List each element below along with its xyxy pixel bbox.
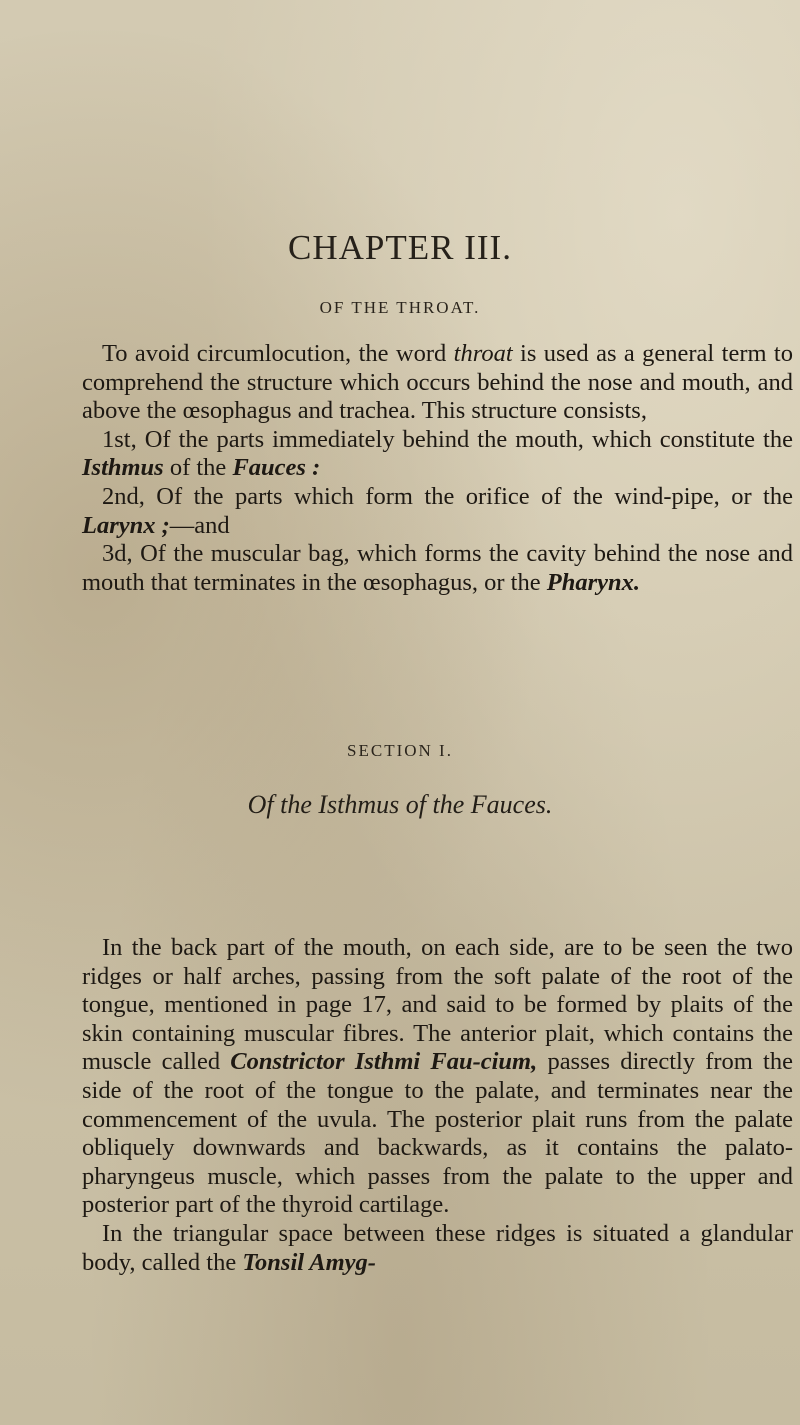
section-text [82, 934, 793, 1277]
term-fauces: Fauces : [232, 454, 321, 482]
intro-text [82, 340, 793, 597]
text-run: To avoid circumlocution, the word [102, 340, 454, 367]
term-larynx: Larynx ; [82, 511, 170, 539]
section-label: SECTION I. [347, 741, 453, 760]
text-run: 3d, Of the muscular bag, which forms the cavity behind the nose and mouth that terminates in the œsophagus, or the [82, 540, 793, 596]
text-run: 1st, Of the parts immediately behind the mouth, which constitute the [102, 425, 793, 453]
list-item-larynx [82, 483, 793, 540]
term-isthmus: Isthmus [82, 454, 164, 482]
text-run: In the triangular space between these ridges is situated a glandular body, called the [82, 1219, 793, 1276]
list-item-pharynx [82, 540, 793, 597]
term-pharynx: Pharynx. [546, 568, 640, 596]
term-tonsil: Tonsil Amyg- [242, 1248, 376, 1276]
text-run: 2nd, Of the parts which form the orifice of the wind-pipe, or the [102, 482, 793, 510]
chapter-title: CHAPTER III. [288, 228, 512, 267]
section-paragraph [82, 934, 793, 1220]
list-item-isthmus [82, 426, 793, 483]
text-run: of the [163, 454, 233, 482]
intro-paragraph [82, 340, 793, 426]
text-run: is used as a general term to comprehend the structure which occurs behind the nose and mouth, and above the œsophagus and trachea. This structure consists, [82, 340, 793, 425]
section-title: Of the Isthmus of the Fauces. [247, 790, 553, 819]
section-paragraph [82, 1220, 793, 1277]
text-run: —and [169, 511, 230, 539]
term-throat: throat [453, 340, 513, 367]
text-run: passes directly from the side of the root of the tongue to the palate, and terminates near the commencement of the uvula. The posterior plait runs from the palate obliquely downwards and backwards, as it contains the palato-pharyngeus muscle, which passes from the palate to the upper and posterior part of the thyroid cartilage. [82, 1048, 793, 1219]
text-run: In the back part of the mouth, on each side, are to be seen the two ridges or half arches, passing from the soft palate of the root of the tongue, mentioned in page 17, and said to be formed by plaits of the skin containing muscular fibres. The anterior plait, which contains the muscle called [82, 934, 793, 1076]
chapter-subtitle: OF THE THROAT. [319, 298, 481, 317]
term-constrictor: Constrictor Isthmi Fau-cium, [230, 1048, 538, 1076]
